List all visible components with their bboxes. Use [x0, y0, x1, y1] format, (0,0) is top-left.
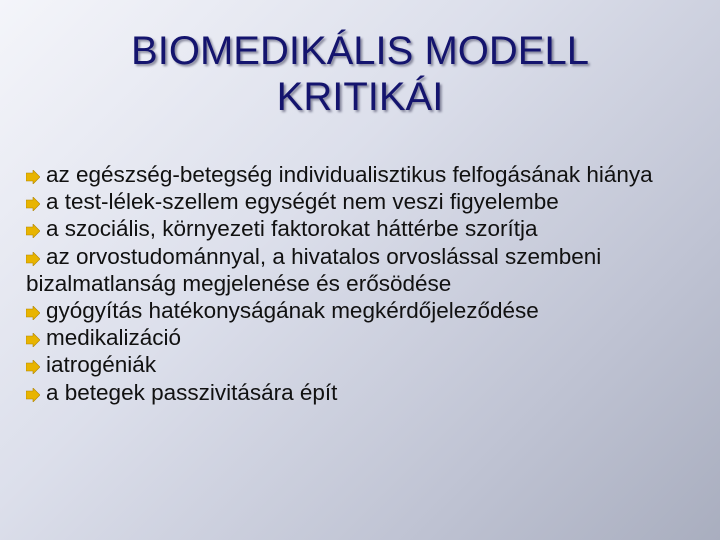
- bullet-text: az orvostudománnyal, a hivatalos orvoslással szembeni bizalmatlanság megjelenése és erősödése: [26, 243, 602, 296]
- bullet-list: [26, 161, 706, 406]
- right-arrow-icon: [26, 360, 40, 374]
- right-arrow-icon: [26, 197, 40, 211]
- bullet-item: [26, 161, 706, 188]
- right-arrow-icon: [26, 170, 40, 184]
- bullet-text: iatrogéniák: [46, 352, 157, 378]
- bullet-item: [26, 324, 706, 351]
- bullet-text: gyógyítás hatékonyságának megkérdőjeleződése: [46, 298, 539, 324]
- bullet-text: a szociális, környezeti faktorokat háttérbe szorítja: [46, 216, 538, 242]
- right-arrow-icon: [26, 306, 40, 320]
- bullet-text: az egészség-betegség individualisztikus felfogásának hiánya: [46, 162, 653, 187]
- right-arrow-icon: [26, 388, 40, 402]
- slide-title: [0, 28, 720, 120]
- right-arrow-icon: [26, 252, 40, 266]
- right-arrow-icon: [26, 333, 40, 347]
- title-line-1: BIOMEDIKÁLIS MODELL: [131, 29, 589, 73]
- bullet-item: [26, 297, 706, 324]
- bullet-item: [26, 243, 706, 297]
- title-line-2: KRITIKÁI: [276, 75, 444, 119]
- bullet-text: a test-lélek-szellem egységét nem veszi figyelembe: [46, 189, 559, 215]
- bullet-item: [26, 215, 706, 242]
- bullet-item: [26, 379, 706, 406]
- bullet-text: a betegek passzivitására épít: [46, 379, 338, 405]
- bullet-text: medikalizáció: [46, 325, 182, 351]
- bullet-item: [26, 351, 706, 378]
- bullet-item: [26, 188, 706, 215]
- right-arrow-icon: [26, 224, 40, 238]
